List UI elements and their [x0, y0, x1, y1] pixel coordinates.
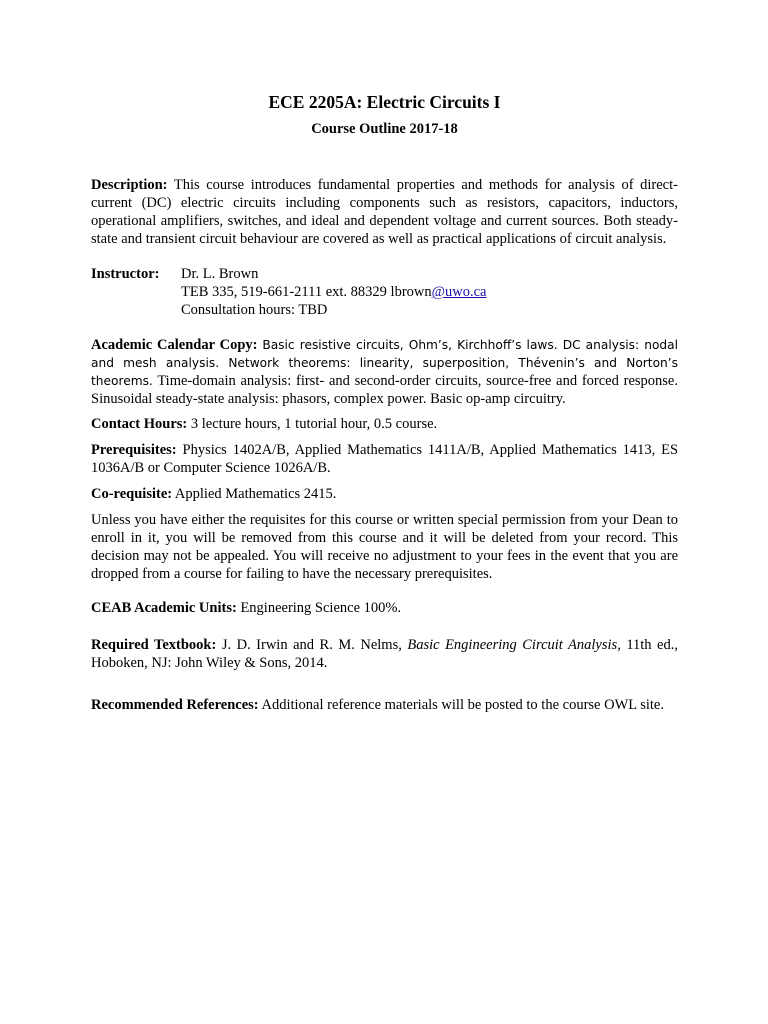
corequisite-section	[91, 485, 678, 503]
textbook-title: Basic Engineering Circuit Analysis	[407, 637, 618, 653]
textbook-details: , 11th ed., Hoboken, NJ: John Wiley & Sons, 2014.	[91, 637, 678, 671]
course-subtitle: Course Outline 2017-18	[311, 121, 458, 137]
instructor-name: Dr. L. Brown	[181, 266, 259, 282]
academic-calendar-text-2: Time-domain analysis: first- and second-order circuits, source-free and forced response. Sinusoidal steady-state analysis: phasors, complex power. Basic op-amp circuitry.	[91, 373, 678, 407]
textbook-label: Required Textbook:	[91, 637, 217, 653]
ceab-text: Engineering Science 100%.	[240, 600, 402, 616]
description-text: This course introduces fundamental properties and methods for analysis of direct-current (DC) electric circuits including components such as resistors, capacitors, inductors, operational amplifiers, switches, and ideal and dependent voltage and current sources. Both steady-state and transient circuit behaviour are covered as well as practical applications of circuit analysis.	[91, 177, 678, 247]
description-section	[91, 176, 678, 248]
contact-hours-label: Contact Hours:	[91, 416, 188, 432]
instructor-consultation: Consultation hours: TBD	[181, 302, 328, 318]
academic-calendar-label: Academic Calendar Copy:	[91, 337, 258, 353]
contact-hours-text: 3 lecture hours, 1 tutorial hour, 0.5 course.	[190, 416, 438, 432]
academic-calendar-section	[91, 336, 678, 408]
description-label: Description:	[91, 177, 168, 193]
requisites-notice: Unless you have either the requisites for this course or written special permission from your Dean to enroll in it, you will be removed from this course and it will be deleted from your record. This decision may not be appealed. You will receive no adjustment to your fees in the event that you are dropped from a course for failing to have the necessary prerequisites.	[91, 512, 678, 582]
references-section	[91, 696, 678, 714]
textbook-section	[91, 636, 678, 672]
instructor-office-text: TEB 335, 519-661-2111 ext. 88329 lbrown	[181, 284, 432, 300]
instructor-office-line	[181, 283, 486, 301]
ceab-label: CEAB Academic Units:	[91, 600, 237, 616]
prerequisites-section	[91, 441, 678, 477]
prerequisites-label: Prerequisites:	[91, 442, 177, 458]
ceab-section	[91, 599, 678, 617]
academic-calendar-text-1: Basic resistive circuits, Ohm’s, Kirchhoff’s laws. DC analysis: nodal and mesh analysis. Network theorems: linearity, superposition, Thévenin’s and Norton’s theorems.	[91, 338, 678, 388]
contact-hours-section	[91, 415, 678, 433]
references-text: Additional reference materials will be posted to the course OWL site.	[261, 697, 664, 713]
instructor-email-link[interactable]: @uwo.ca	[431, 284, 487, 300]
course-title: ECE 2205A: Electric Circuits I	[268, 92, 501, 112]
instructor-label: Instructor:	[91, 266, 160, 282]
corequisite-text: Applied Mathematics 2415.	[174, 486, 337, 502]
textbook-authors: J. D. Irwin and R. M. Nelms,	[221, 637, 402, 653]
corequisite-label: Co-requisite:	[91, 486, 173, 502]
references-label: Recommended References:	[91, 697, 259, 713]
prerequisites-text: Physics 1402A/B, Applied Mathematics 1411A/B, Applied Mathematics 1413, ES 1036A/B or Computer Science 1026A/B.	[91, 442, 679, 476]
